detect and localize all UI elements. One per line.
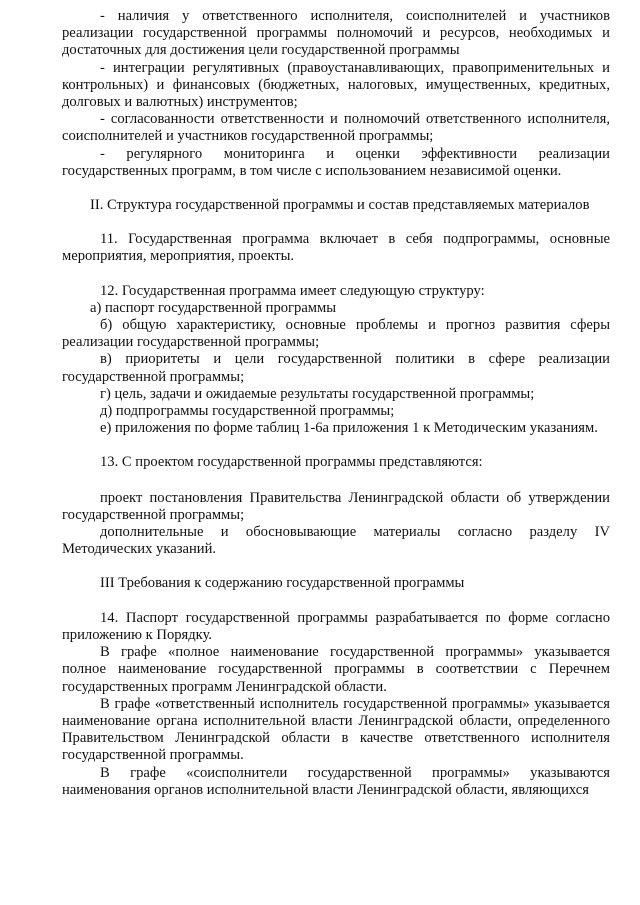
paragraph-integration-of-instruments: - интеграции регулятивных (правоустанавливающих, правоприменительных и контрольных) и финансовых (бюджетных, налоговых, имущественных, кредитных, долговых и валютных) инструментов; — [62, 59, 610, 111]
paragraph-regular-monitoring: - регулярного мониторинга и оценки эффективности реализации государственных программ, в том числе с использованием независимой оценки. — [62, 145, 610, 179]
paragraph-availability-of-powers: - наличия у ответственного исполнителя, соисполнителей и участников реализации государственной программы полномочий и ресурсов, необходимых и достаточных для достижения цели государственной программы — [62, 8, 610, 59]
paragraph-11: 11. Государственная программа включает в себя подпрограммы, основные мероприятия, мероприятия, проекты. — [62, 231, 610, 265]
paragraph-13: 13. С проектом государственной программы представляются: — [100, 454, 483, 471]
paragraph-14-responsible-executor: В графе «ответственный исполнитель государственной программы» указывается наименование органа исполнительной власти Ленинградской области, определенного Правительством Ленинградской области в качестве ответственного исполнителя государственной программы. — [62, 695, 610, 764]
section-heading-3: III Требования к содержанию государственной программы — [100, 575, 465, 592]
list-item-12d: г) цель, задачи и ожидаемые результаты государственной программы; — [100, 385, 535, 402]
paragraph-consistency-of-responsibility: - согласованности ответственности и полномочий ответственного исполнителя, соисполнителей и участников государственной программы; — [62, 111, 610, 145]
paragraph-14-full-name: В графе «полное наименование государственной программы» указывается полное наименование государственной программы в соответствии с Перечнем государственных программ Ленинградской области. — [62, 644, 610, 695]
list-item-12f: е) приложения по форме таблиц 1-6а приложения 1 к Методическим указаниям. — [100, 420, 598, 437]
paragraph-14: 14. Паспорт государственной программы разрабатывается по форме согласно приложению к Порядку. — [62, 609, 610, 643]
paragraph-14-co-executors: В графе «соисполнители государственной программы» указываются наименования органов исполнительной власти Ленинградской области, являющихся — [62, 764, 610, 798]
list-item-12a: а) паспорт государственной программы — [90, 299, 337, 316]
list-item-12b: б) общую характеристику, основные проблемы и прогноз развития сферы реализации государственной программы; — [62, 317, 610, 351]
list-item-12c: в) приоритеты и цели государственной политики в сфере реализации государственной программы; — [62, 351, 610, 385]
paragraph-13-supporting-materials: дополнительные и обосновывающие материалы согласно разделу IV Методических указаний. — [62, 524, 610, 558]
paragraph-13-draft-resolution: проект постановления Правительства Ленинградской области об утверждении государственной программы; — [62, 489, 610, 523]
paragraph-12: 12. Государственная программа имеет следующую структуру: — [100, 282, 485, 299]
list-item-12e: д) подпрограммы государственной программы; — [100, 403, 395, 420]
section-heading-2: II. Структура государственной программы и состав представляемых материалов — [90, 197, 590, 214]
document-page — [62, 8, 610, 799]
